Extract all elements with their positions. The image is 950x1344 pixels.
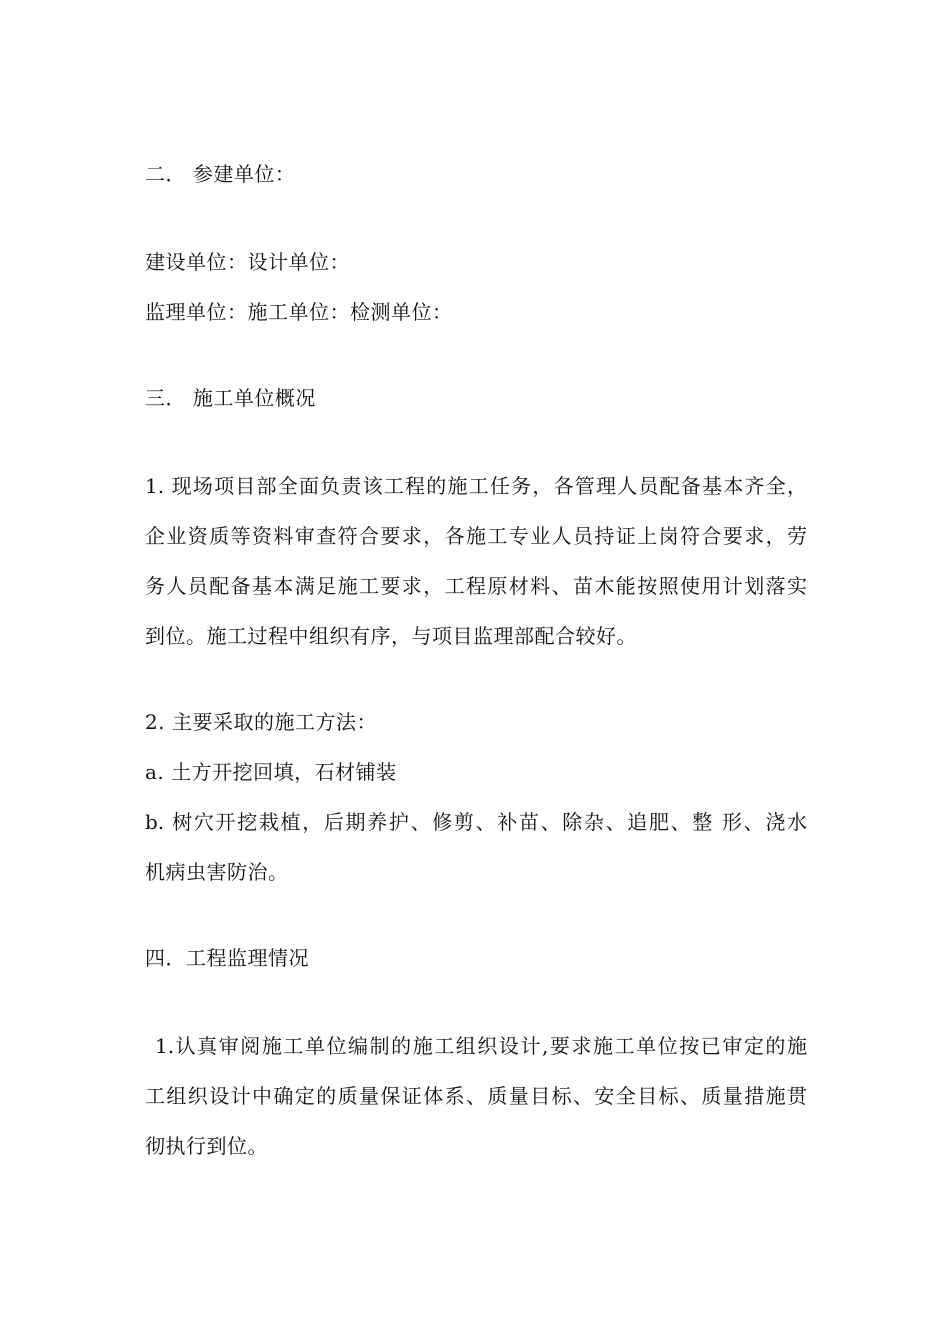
participants-line-2: 监理单位：施工单位：检测单位： [145, 300, 453, 324]
section-3-item-1-line: 到位。施工过程中组织有序，与项目监理部配合较好。 [145, 624, 637, 648]
section-3-item-1-line: 务人员配备基本满足施工要求，工程原材料、苗木能按照使用计划落实 [145, 574, 807, 598]
section-4-item-1-line: 彻执行到位。 [145, 1134, 268, 1158]
section-3-item-2-b-line: b. 树穴开挖栽植，后期养护、修剪、补苗、除杂、追肥、整 形、浇水 [145, 810, 807, 834]
section-4-heading: 四．工程监理情况 [145, 946, 309, 970]
section-3-heading: 三． 施工单位概况 [145, 386, 316, 410]
section-4-item-1-line: 工组织设计中确定的质量保证体系、质量目标、安全目标、质量措施贯 [145, 1084, 807, 1108]
section-3-item-2-a: a. 土方开挖回填，石材铺装 [145, 760, 397, 784]
section-3-item-1-line: 1. 现场项目部全面负责该工程的施工任务，各管理人员配备基本齐全， [145, 474, 807, 498]
section-3-item-2-b-line: 机病虫害防治。 [145, 860, 289, 884]
section-2-heading: 二． 参建单位： [145, 162, 296, 186]
section-3-item-2-title: 2. 主要采取的施工方法： [145, 710, 377, 734]
section-3-item-1-line: 企业资质等资料审查符合要求，各施工专业人员持证上岗符合要求，劳 [145, 524, 807, 548]
participants-line-1: 建设单位：设计单位： [145, 250, 350, 274]
section-4-item-1-line: 1.认真审阅施工单位编制的施工组织设计,要求施工单位按已审定的施 [155, 1034, 807, 1058]
